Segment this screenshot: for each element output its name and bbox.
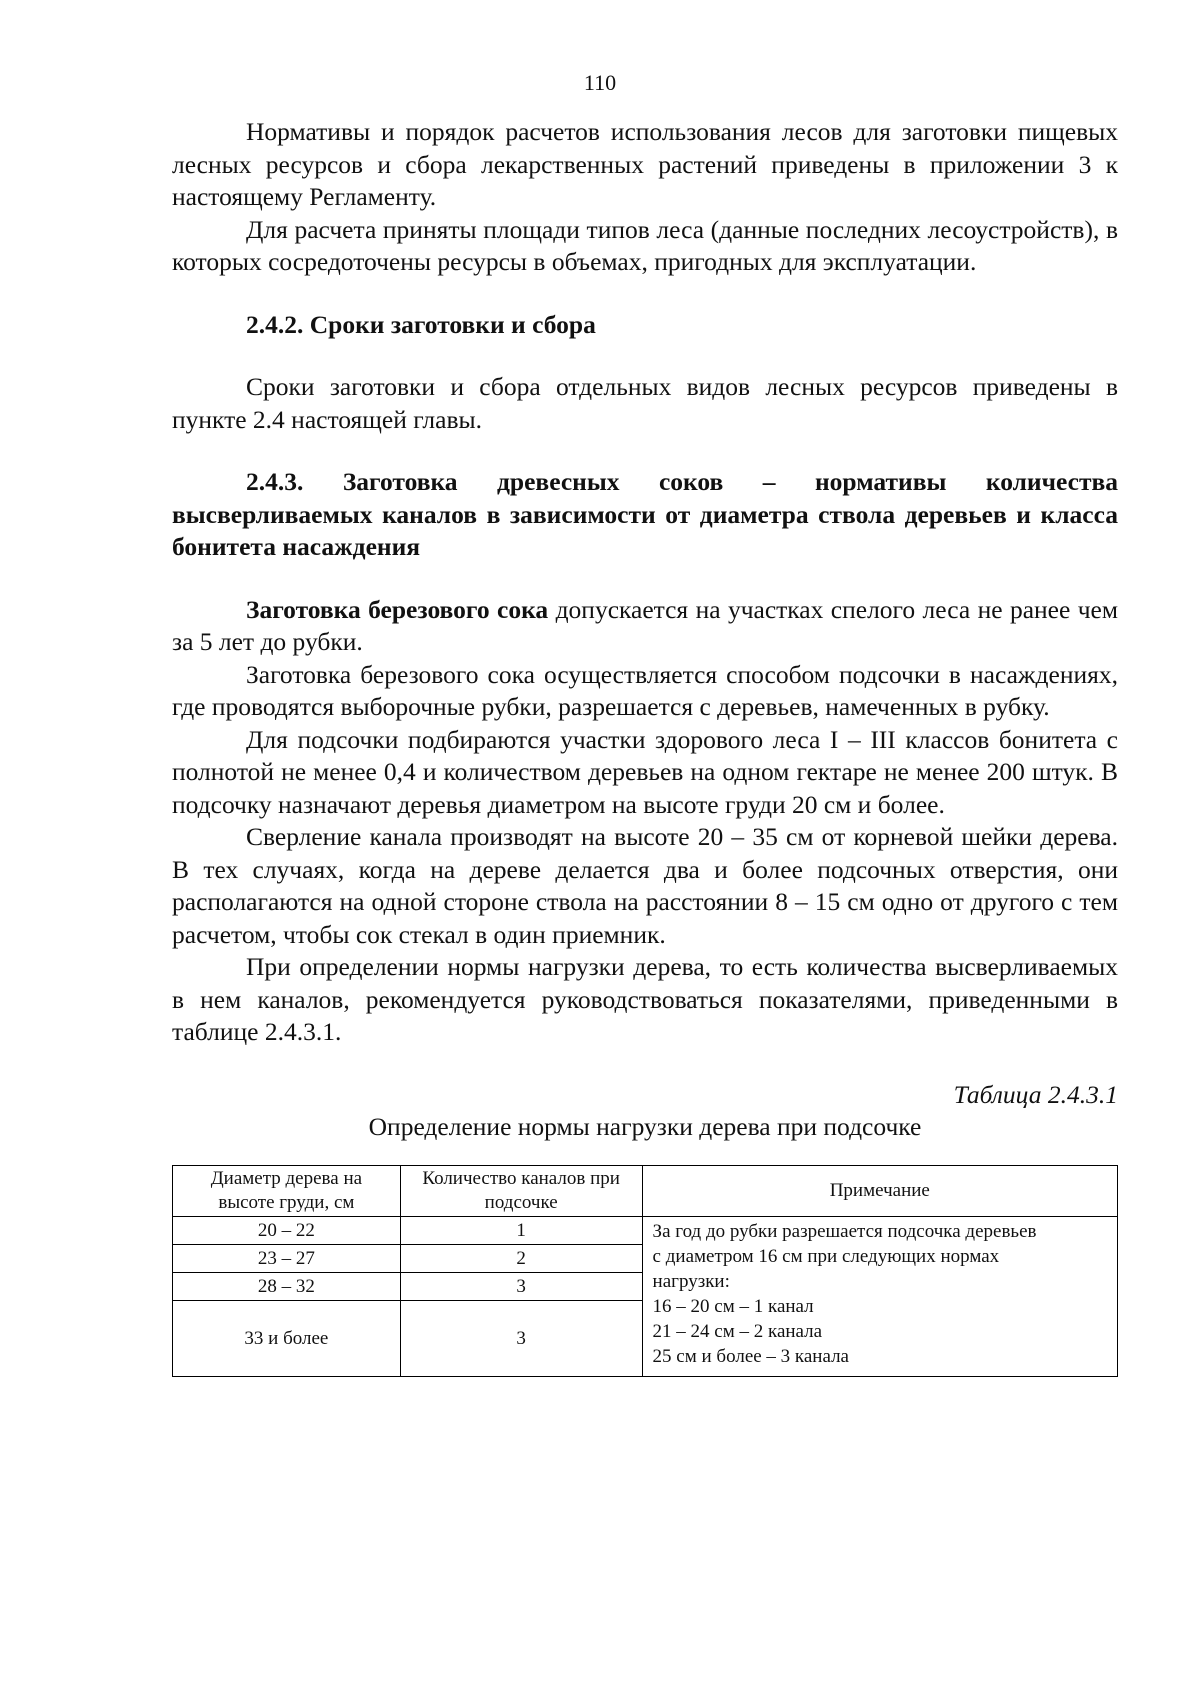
header-channels: Количество каналов при подсочке (400, 1165, 642, 1216)
paragraph-tapping-method: Заготовка березового сока осуществляется способом подсочки в насаждениях, где проводятся выборочные рубки, разрешается с деревьев, намеченных в рубку. (172, 659, 1118, 721)
table-number: Таблица 2.4.3.1 (953, 1079, 1118, 1109)
note-line: 16 – 20 см – 1 канал (652, 1295, 814, 1317)
table-row (173, 1216, 1118, 1244)
cell-diameter: 33 и более (173, 1300, 401, 1376)
cell-note (642, 1216, 1117, 1376)
cell-diameter: 23 – 27 (173, 1244, 401, 1272)
note-line: 25 см и более – 3 канала (652, 1345, 849, 1367)
cell-diameter: 20 – 22 (173, 1216, 401, 1244)
lead-bold-text: Заготовка березового сока (246, 594, 549, 624)
note-line: За год до рубки разрешается подсочка деревьев (652, 1220, 1037, 1242)
paragraph-birch-sap-lead (172, 594, 1118, 659)
paragraph-site-selection: Для подсочки подбираются участки здорового леса I – III классов бонитета с полнотой не менее 0,4 и количеством деревьев на одном гектаре не менее 200 штук. В подсочку назначают деревья диаметром на высоте груди 20 см и более. (172, 724, 1118, 819)
header-note: Примечание (642, 1165, 1117, 1216)
cell-channels: 1 (400, 1216, 642, 1244)
heading-2-4-2: 2.4.2. Сроки заготовки и сбора (246, 309, 596, 339)
header-diameter: Диаметр дерева на высоте груди, см (173, 1165, 401, 1216)
paragraph-drilling: Сверление канала производят на высоте 20 – 35 см от корневой шейки дерева. В тех случаях, когда на дереве делается два и более подсочных отверстия, они располагаются на одной стороне ствола на расстоянии 8 – 15 см одно от другого с тем расчетом, чтобы сок стекал в один приемник. (172, 822, 1118, 949)
table-header-row (173, 1165, 1118, 1216)
cell-channels: 3 (400, 1272, 642, 1300)
paragraph-norms: Нормативы и порядок расчетов использования лесов для заготовки пищевых лесных ресурсов и сбора лекарственных растений приведены в приложении 3 к настоящему Регламенту. (172, 117, 1118, 211)
paragraph-calculation: Для расчета приняты площади типов леса (данные последних лесоустройств), в которых сосредоточены ресурсы в объемах, пригодных для эксплуатации. (172, 214, 1118, 276)
cell-diameter: 28 – 32 (173, 1272, 401, 1300)
lead-rest-text: допускается на участках спелого леса не ранее чем за 5 лет до рубки. (172, 594, 1119, 656)
note-line: с диаметром 16 см при следующих нормах (652, 1245, 1000, 1267)
cell-channels: 2 (400, 1244, 642, 1272)
note-line: нагрузки: (652, 1270, 730, 1292)
paragraph-terms: Сроки заготовки и сбора отдельных видов лесных ресурсов приведены в пункте 2.4 настоящей главы. (172, 372, 1118, 434)
document-body (172, 116, 1118, 1377)
heading-2-4-3: 2.4.3. Заготовка древесных соков – нормативы количества высверливаемых каналов в зависимости от диаметра ствола деревьев и класса бонитета насаждения (172, 467, 1118, 561)
page-number: 110 (583, 70, 617, 95)
load-norm-table (172, 1165, 1118, 1377)
table-title: Определение нормы нагрузки дерева при подсочке (368, 1111, 922, 1141)
paragraph-load-norm: При определении нормы нагрузки дерева, то есть количества высверливаемых в нем каналов, рекомендуется руководствоваться показателями, приведенными в таблице 2.4.3.1. (172, 952, 1118, 1046)
cell-channels: 3 (400, 1300, 642, 1376)
note-line: 21 – 24 см – 2 канала (652, 1320, 823, 1342)
